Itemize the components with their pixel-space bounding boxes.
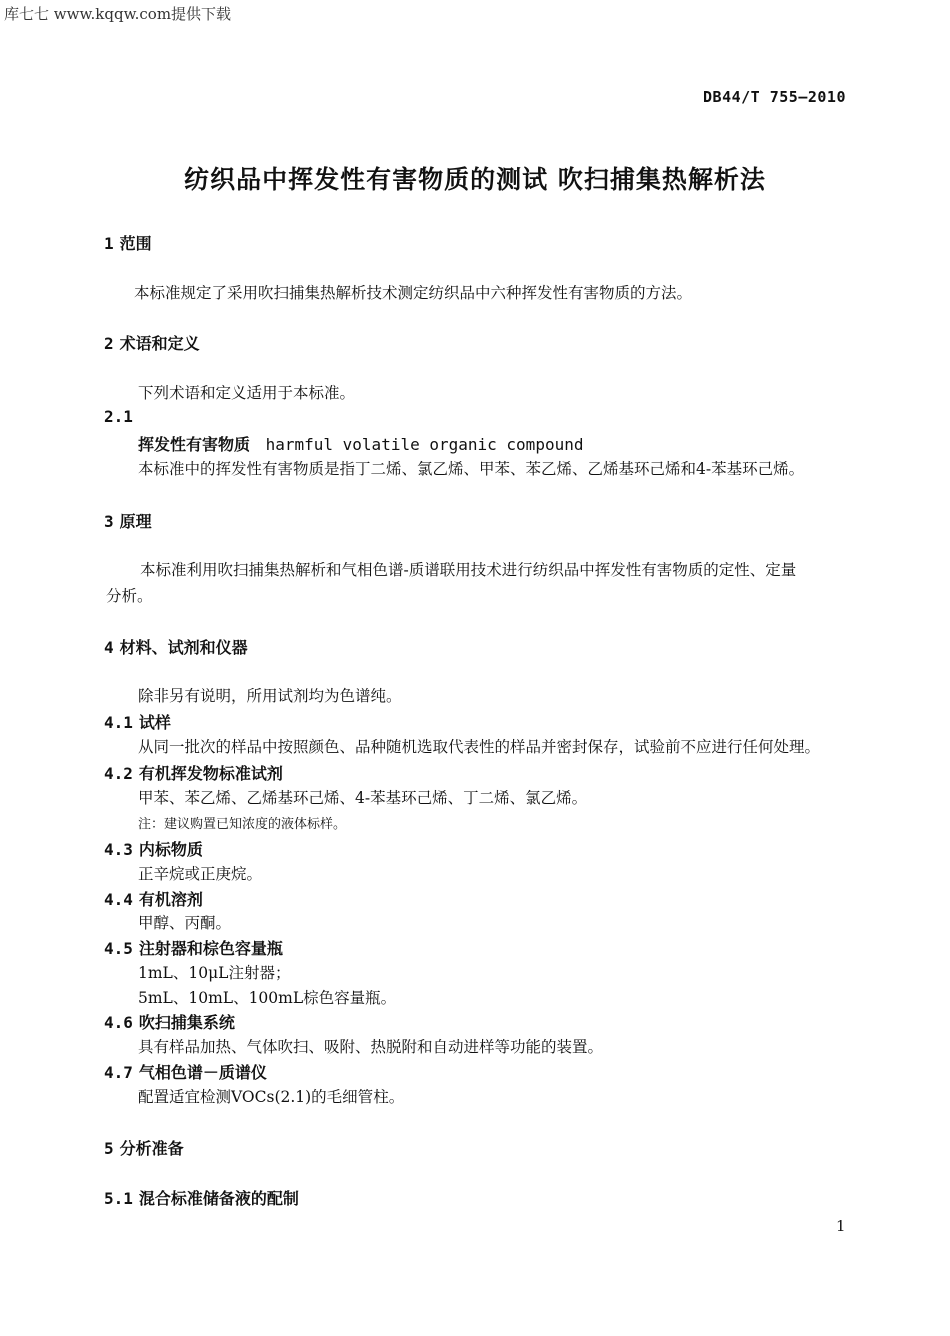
section-2-title: 术语和定义 bbox=[119, 334, 200, 353]
section-4-5-text-1: 1mL、10μL注射器； bbox=[138, 964, 291, 982]
section-2-heading bbox=[104, 331, 200, 354]
section-2-paragraph: 下列术语和定义适用于本标准。 bbox=[138, 384, 356, 402]
section-4-7-text: 配置适宜检测VOCs(2.1)的毛细管柱。 bbox=[138, 1088, 405, 1106]
term-english: harmful volatile organic compound bbox=[265, 435, 584, 454]
download-watermark: 库七七 www.kqqw.com提供下载 bbox=[4, 5, 232, 23]
section-4-2-heading: 4.2 有机挥发物标准试剂 bbox=[104, 764, 283, 783]
section-4-1-text: 从同一批次的样品中按照颜色、品种随机选取代表性的样品并密封保存，试验前不应进行任何处理。 bbox=[138, 738, 821, 756]
section-3-number: 3 bbox=[104, 512, 114, 531]
section-4-4-text: 甲醇、丙酮。 bbox=[138, 914, 232, 932]
section-3-paragraph-line1: 本标准利用吹扫捕集热解析和气相色谱-质谱联用技术进行纺织品中挥发性有害物质的定性、定量 bbox=[140, 561, 797, 579]
section-4-6-heading: 4.6 吹扫捕集系统 bbox=[104, 1013, 235, 1032]
section-4-heading bbox=[104, 635, 248, 658]
section-4-7-heading: 4.7 气相色谱－质谱仪 bbox=[104, 1063, 267, 1082]
section-4-4-heading: 4.4 有机溶剂 bbox=[104, 890, 203, 909]
section-1-title: 范围 bbox=[119, 234, 152, 253]
document-title: 纺织品中挥发性有害物质的测试 吹扫捕集热解析法 bbox=[184, 165, 766, 194]
section-5-heading bbox=[104, 1136, 184, 1159]
section-3-paragraph-line2: 分析。 bbox=[106, 587, 153, 605]
term-definition: 本标准中的挥发性有害物质是指丁二烯、氯乙烯、甲苯、苯乙烯、乙烯基环己烯和4-苯基环己烯。 bbox=[138, 460, 805, 478]
section-2-1-number: 2.1 bbox=[104, 407, 133, 426]
section-4-3-text: 正辛烷或正庚烷。 bbox=[138, 865, 263, 883]
section-4-2-text: 甲苯、苯乙烯、乙烯基环己烯、4-苯基环己烯、丁二烯、氯乙烯。 bbox=[138, 789, 588, 807]
term-chinese: 挥发性有害物质 bbox=[138, 435, 251, 454]
term-entry bbox=[138, 432, 583, 455]
document-number: DB44/T 755—2010 bbox=[703, 88, 846, 106]
section-1-heading bbox=[104, 231, 152, 254]
section-5-1-heading: 5.1 混合标准储备液的配制 bbox=[104, 1189, 299, 1208]
section-4-5-heading: 4.5 注射器和棕色容量瓶 bbox=[104, 939, 283, 958]
section-3-heading bbox=[104, 509, 152, 532]
section-1-paragraph: 本标准规定了采用吹扫捕集热解析技术测定纺织品中六种挥发性有害物质的方法。 bbox=[134, 284, 693, 302]
section-4-number: 4 bbox=[104, 638, 114, 657]
section-2-number: 2 bbox=[104, 334, 114, 353]
section-1-number: 1 bbox=[104, 234, 114, 253]
section-3-title: 原理 bbox=[119, 512, 152, 531]
section-5-number: 5 bbox=[104, 1139, 114, 1158]
section-4-paragraph: 除非另有说明，所用试剂均为色谱纯。 bbox=[138, 687, 402, 705]
section-4-5-text-2: 5mL、10mL、100mL棕色容量瓶。 bbox=[138, 989, 397, 1007]
section-4-2-note: 注：建议购置已知浓度的液体标样。 bbox=[138, 817, 347, 832]
section-5-title: 分析准备 bbox=[119, 1139, 184, 1158]
section-4-3-heading: 4.3 内标物质 bbox=[104, 840, 203, 859]
section-4-6-text: 具有样品加热、气体吹扫、吸附、热脱附和自动进样等功能的装置。 bbox=[138, 1038, 604, 1056]
section-4-title: 材料、试剂和仪器 bbox=[119, 638, 248, 657]
page-number: 1 bbox=[836, 1217, 846, 1235]
section-4-1-heading: 4.1 试样 bbox=[104, 713, 171, 732]
